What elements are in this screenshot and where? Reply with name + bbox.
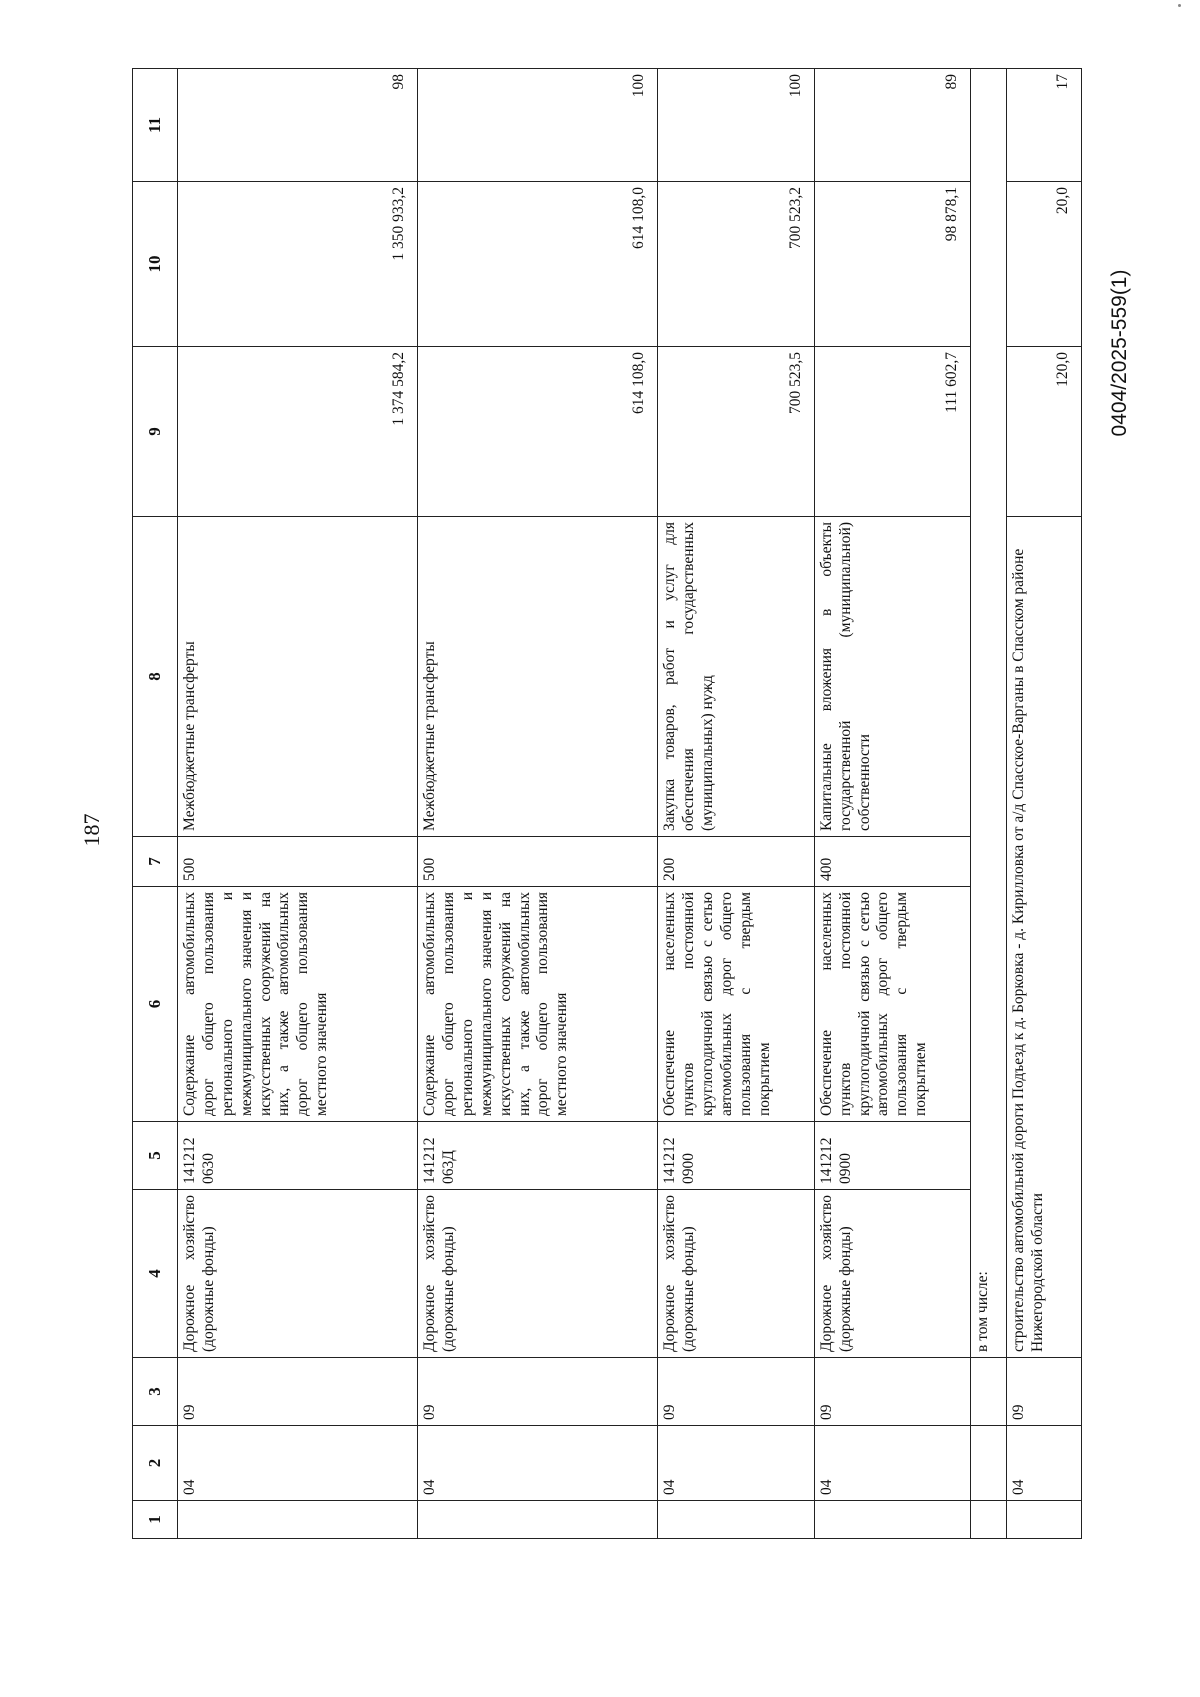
cell-expense-type: 200 bbox=[658, 837, 815, 887]
cell-expense-description: Капитальные вложения в объекты государственной (муниципальной) собственности bbox=[814, 517, 971, 837]
cell-percent: 17 bbox=[1006, 69, 1081, 182]
cell-section: Дорожное хозяйство (дорожные фонды) bbox=[418, 1190, 658, 1358]
cell-planned: 1 374 584,2 bbox=[177, 347, 417, 517]
header-cell: 7 bbox=[133, 837, 178, 887]
subtotal-row bbox=[971, 69, 1006, 1539]
cell-section: Дорожное хозяйство (дорожные фонды) bbox=[814, 1190, 971, 1358]
cell-executed: 20,0 bbox=[1006, 182, 1081, 347]
table-row bbox=[658, 69, 815, 1539]
cell-project-description: строительство автомобильной дороги Подъезд к д. Борковка - д. Кирилловка от а/д Спасское-Варганы в Спасском районе Нижегородской области bbox=[1006, 517, 1081, 1358]
header-cell: 9 bbox=[133, 347, 178, 517]
cell-expense-description: Межбюджетные трансферты bbox=[418, 517, 658, 837]
cell-col3: 09 bbox=[418, 1358, 658, 1426]
cell-executed: 98 878,1 bbox=[814, 182, 971, 347]
table-row bbox=[814, 69, 971, 1539]
cell-col2: 04 bbox=[177, 1426, 417, 1501]
cell-target-code: 141212 0900 bbox=[658, 1122, 815, 1190]
page-number: 187 bbox=[79, 813, 104, 847]
cell-target-description: Содержание автомобильных дорог общего пользования регионального и межмуниципального значения и искусственных сооружений на них, а также автомобильных дорог общего пользования местного значения bbox=[418, 887, 658, 1122]
cell-percent: 98 bbox=[177, 69, 417, 182]
cell-expense-type: 500 bbox=[177, 837, 417, 887]
table-row bbox=[418, 69, 658, 1539]
cell-target-code: 141212 0900 bbox=[814, 1122, 971, 1190]
cell-planned: 111 602,7 bbox=[814, 347, 971, 517]
cell-executed: 1 350 933,2 bbox=[177, 182, 417, 347]
cell-percent: 100 bbox=[658, 69, 815, 182]
header-cell: 3 bbox=[133, 1358, 178, 1426]
cell-col2: 04 bbox=[814, 1426, 971, 1501]
cell-section: Дорожное хозяйство (дорожные фонды) bbox=[658, 1190, 815, 1358]
cell-expense-type: 500 bbox=[418, 837, 658, 887]
cell-target-code: 141212 0630 bbox=[177, 1122, 417, 1190]
header-cell: 5 bbox=[133, 1122, 178, 1190]
cell-target-description: Содержание автомобильных дорог общего пользования регионального и межмуниципального значения и искусственных сооружений на них, а также автомобильных дорог общего пользования местного значения bbox=[177, 887, 417, 1122]
cell-expense-description: Закупка товаров, работ и услуг для обеспечения государственных (муниципальных) нужд bbox=[658, 517, 815, 837]
cell-executed: 700 523,2 bbox=[658, 182, 815, 347]
cell-percent: 89 bbox=[814, 69, 971, 182]
header-cell: 8 bbox=[133, 517, 178, 837]
cell-col1 bbox=[658, 1501, 815, 1539]
cell-planned: 614 108,0 bbox=[418, 347, 658, 517]
cell-col1 bbox=[177, 1501, 417, 1539]
cell-target-code: 141212 063Д bbox=[418, 1122, 658, 1190]
cell-col2: 04 bbox=[418, 1426, 658, 1501]
header-cell: 4 bbox=[133, 1190, 178, 1358]
rotated-table-wrapper bbox=[132, 74, 1082, 1539]
cell-section: Дорожное хозяйство (дорожные фонды) bbox=[177, 1190, 417, 1358]
cell-target-description: Обеспечение населенных пунктов постоянной круглогодичной связью с сетью автомобильных дорог общего пользования с твердым покрытием bbox=[814, 887, 971, 1122]
header-cell: 2 bbox=[133, 1426, 178, 1501]
header-cell: 10 bbox=[133, 182, 178, 347]
scan-speck bbox=[1178, 4, 1181, 7]
cell-col1 bbox=[814, 1501, 971, 1539]
table-row bbox=[1006, 69, 1081, 1539]
header-cell: 6 bbox=[133, 887, 178, 1122]
cell-target-description: Обеспечение населенных пунктов постоянной круглогодичной связью с сетью автомобильных дорог общего пользования с твердым покрытием bbox=[658, 887, 815, 1122]
cell-planned: 120,0 bbox=[1006, 347, 1081, 517]
document-code: 0404/2025-559(1) bbox=[1108, 269, 1131, 437]
header-cell: 11 bbox=[133, 69, 178, 182]
cell-percent: 100 bbox=[418, 69, 658, 182]
cell-col1 bbox=[1006, 1501, 1081, 1539]
cell-col3: 09 bbox=[814, 1358, 971, 1426]
cell-col2: 04 bbox=[658, 1426, 815, 1501]
cell-planned: 700 523,5 bbox=[658, 347, 815, 517]
subtotal-label: в том числе: bbox=[971, 69, 1006, 1358]
cell-expense-description: Межбюджетные трансферты bbox=[177, 517, 417, 837]
cell-col3: 09 bbox=[177, 1358, 417, 1426]
budget-table bbox=[132, 68, 1082, 1539]
cell-col2: 04 bbox=[1006, 1426, 1081, 1501]
table-row bbox=[177, 69, 417, 1539]
cell-executed: 614 108,0 bbox=[418, 182, 658, 347]
header-row bbox=[133, 69, 178, 1539]
cell-col3: 09 bbox=[1006, 1358, 1081, 1426]
header-cell: 1 bbox=[133, 1501, 178, 1539]
cell-expense-type: 400 bbox=[814, 837, 971, 887]
cell-col3: 09 bbox=[658, 1358, 815, 1426]
cell-col1 bbox=[418, 1501, 658, 1539]
